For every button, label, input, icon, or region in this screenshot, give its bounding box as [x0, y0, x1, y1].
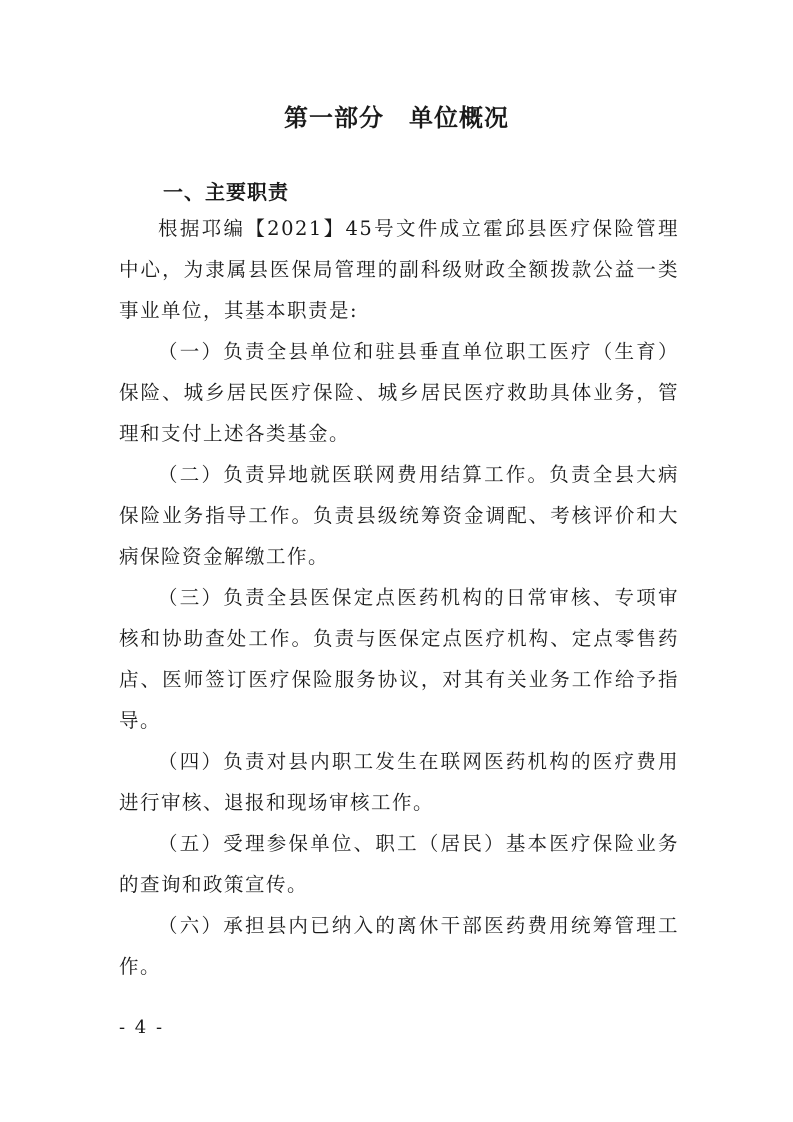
duty-item-1: （一）负责全县单位和驻县垂直单位职工医疗（生育）保险、城乡居民医疗保险、城乡居民医疗救助具体业务，管理和支付上述各类基金。	[119, 340, 679, 445]
duty-item-5: （五）受理参保单位、职工（居民）基本医疗保险业务的查询和政策宣传。	[119, 832, 679, 896]
duty-item-2: （二）负责异地就医联网费用结算工作。负责全县大病保险业务指导工作。负责县级统筹资金调配、考核评价和大病保险资金解缴工作。	[119, 463, 679, 568]
section-heading: 一、主要职责	[163, 180, 289, 204]
intro-paragraph: 根据邛编【2021】45号文件成立霍邱县医疗保险管理中心，为隶属县医保局管理的副科级财政全额拨款公益一类事业单位，其基本职责是:	[119, 217, 679, 322]
page-number: - 4 -	[119, 1017, 165, 1038]
duty-item-6: （六）承担县内已纳入的离休干部医药费用统筹管理工作。	[119, 914, 679, 978]
duty-item-4: （四）负责对县内职工发生在联网医药机构的医疗费用进行审核、退报和现场审核工作。	[119, 750, 679, 814]
page-title: 第一部分 单位概况	[284, 104, 509, 132]
body-text	[119, 208, 679, 987]
duty-item-3: （三）负责全县医保定点医药机构的日常审核、专项审核和协助查处工作。负责与医保定点医疗机构、定点零售药店、医师签订医疗保险服务协议，对其有关业务工作给予指导。	[119, 586, 679, 732]
